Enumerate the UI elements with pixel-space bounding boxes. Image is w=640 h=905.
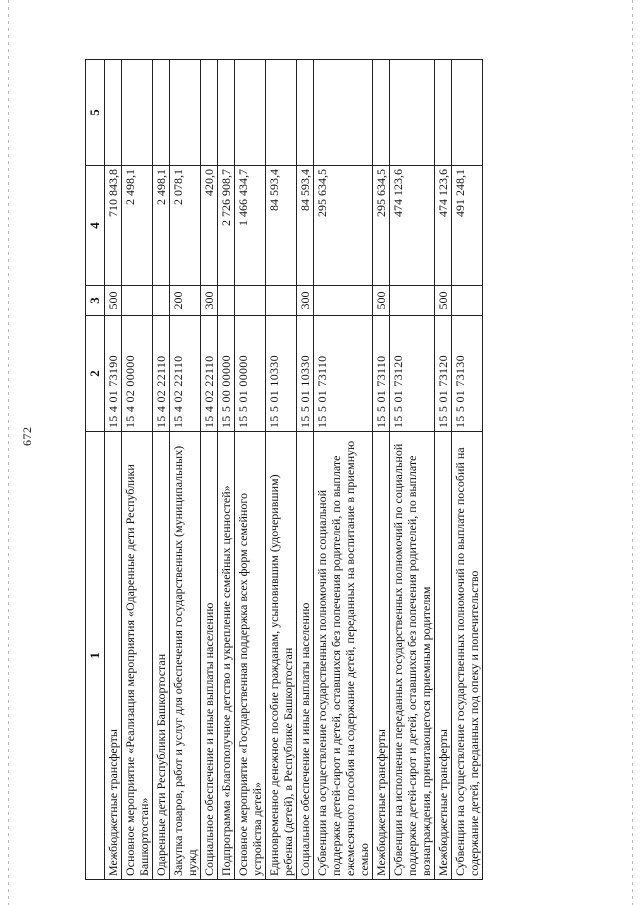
row-type-cell: 200 xyxy=(170,286,201,316)
row-extra-cell xyxy=(105,60,122,166)
table-row xyxy=(435,60,452,880)
row-name-cell: Межбюджетные трансферты xyxy=(373,432,390,880)
row-type-cell xyxy=(235,286,266,316)
table-header-row xyxy=(86,60,105,880)
row-code-cell: 15 5 01 73110 xyxy=(373,316,390,432)
row-type-cell: 500 xyxy=(105,286,122,316)
row-name-cell: Субвенции на осуществление государственных полномочий по социальной поддержке детей-сирот и детей, оставшихся без попечения родителей, по выплате ежемесячного пособия на содержание детей, переданных на воспитание в приемную семью xyxy=(314,432,373,880)
row-name-cell: Межбюджетные трансферты xyxy=(105,432,122,880)
row-extra-cell xyxy=(373,60,390,166)
header-col-4: 4 xyxy=(86,166,105,286)
row-name-cell: Субвенции на осуществление государственных полномочий по выплате пособий на содержание детей, переданных под опеку и попечительство xyxy=(452,432,483,880)
row-amount-cell: 2 078,1 xyxy=(170,166,201,286)
row-extra-cell xyxy=(297,60,314,166)
row-type-cell xyxy=(122,286,153,316)
row-type-cell xyxy=(266,286,297,316)
row-extra-cell xyxy=(235,60,266,166)
row-extra-cell xyxy=(314,60,373,166)
row-amount-cell: 420,0 xyxy=(201,166,218,286)
row-extra-cell xyxy=(452,60,483,166)
header-col-1: 1 xyxy=(86,432,105,880)
rotated-table-container xyxy=(85,60,483,880)
row-extra-cell xyxy=(218,60,235,166)
row-extra-cell xyxy=(266,60,297,166)
row-type-cell xyxy=(314,286,373,316)
row-extra-cell xyxy=(201,60,218,166)
scan-edge-right xyxy=(632,0,633,905)
row-name-cell: Подпрограмма «Благополучное детство и укрепление семейных ценностей» xyxy=(218,432,235,880)
row-amount-cell: 2 498,1 xyxy=(122,166,153,286)
row-type-cell: 300 xyxy=(201,286,218,316)
row-extra-cell xyxy=(170,60,201,166)
row-amount-cell: 474 123,6 xyxy=(435,166,452,286)
row-name-cell: Одаренные дети Республики Башкортостан xyxy=(153,432,170,880)
row-type-cell xyxy=(153,286,170,316)
row-amount-cell: 84 593,4 xyxy=(266,166,297,286)
table-row xyxy=(153,60,170,880)
row-amount-cell: 295 634,5 xyxy=(314,166,373,286)
header-col-3: 3 xyxy=(86,286,105,316)
row-code-cell: 15 4 02 22110 xyxy=(153,316,170,432)
row-code-cell: 15 5 00 00000 xyxy=(218,316,235,432)
row-amount-cell: 84 593,4 xyxy=(297,166,314,286)
table-row xyxy=(201,60,218,880)
row-amount-cell: 2 726 908,7 xyxy=(218,166,235,286)
row-code-cell: 15 4 02 00000 xyxy=(122,316,153,432)
row-type-cell xyxy=(390,286,435,316)
row-amount-cell: 295 634,5 xyxy=(373,166,390,286)
row-code-cell: 15 5 01 73110 xyxy=(314,316,373,432)
table-row xyxy=(105,60,122,880)
row-code-cell: 15 5 01 73120 xyxy=(435,316,452,432)
row-extra-cell xyxy=(435,60,452,166)
table-row xyxy=(373,60,390,880)
row-extra-cell xyxy=(122,60,153,166)
row-name-cell: Субвенции на исполнение переданных государственных полномочий по социальной поддержке детей-сирот и детей, оставшихся без попечения родителей, по выплате вознаграждения, причитающегося приемным родителям xyxy=(390,432,435,880)
table-row xyxy=(266,60,297,880)
page-number: 672 xyxy=(20,426,34,446)
row-code-cell: 15 4 02 22110 xyxy=(170,316,201,432)
row-amount-cell: 710 843,8 xyxy=(105,166,122,286)
row-name-cell: Основное мероприятие «Государственная поддержка всех форм семейного устройства детей» xyxy=(235,432,266,880)
row-amount-cell: 474 123,6 xyxy=(390,166,435,286)
row-code-cell: 15 5 01 10330 xyxy=(297,316,314,432)
row-amount-cell: 1 466 434,7 xyxy=(235,166,266,286)
row-name-cell: Единовременное денежное пособие гражданам, усыновившим (удочерившим) ребенка (детей), в Республике Башкортостан xyxy=(266,432,297,880)
table-row xyxy=(235,60,266,880)
row-type-cell: 500 xyxy=(373,286,390,316)
row-code-cell: 15 5 01 73130 xyxy=(452,316,483,432)
table-body xyxy=(86,60,483,880)
row-type-cell: 300 xyxy=(297,286,314,316)
row-name-cell: Закупка товаров, работ и услуг для обеспечения государственных (муниципальных) нужд xyxy=(170,432,201,880)
table-row xyxy=(452,60,483,880)
row-code-cell: 15 5 01 73120 xyxy=(390,316,435,432)
row-code-cell: 15 4 01 73190 xyxy=(105,316,122,432)
header-col-5: 5 xyxy=(86,60,105,166)
row-type-cell: 500 xyxy=(435,286,452,316)
row-type-cell xyxy=(218,286,235,316)
table-row xyxy=(218,60,235,880)
header-col-2: 2 xyxy=(86,316,105,432)
row-type-cell xyxy=(452,286,483,316)
row-name-cell: Социальное обеспечение и иные выплаты населению xyxy=(297,432,314,880)
row-extra-cell xyxy=(153,60,170,166)
row-name-cell: Межбюджетные трансферты xyxy=(435,432,452,880)
table-row xyxy=(122,60,153,880)
row-amount-cell: 491 248,1 xyxy=(452,166,483,286)
row-extra-cell xyxy=(390,60,435,166)
row-amount-cell: 2 498,1 xyxy=(153,166,170,286)
table-row xyxy=(390,60,435,880)
row-name-cell: Основное мероприятие «Реализация мероприятия «Одаренные дети Республики Башкортостан» xyxy=(122,432,153,880)
row-code-cell: 15 5 01 00000 xyxy=(235,316,266,432)
scan-edge-left xyxy=(8,0,9,905)
table-row xyxy=(314,60,373,880)
table-row xyxy=(170,60,201,880)
row-code-cell: 15 5 01 10330 xyxy=(266,316,297,432)
row-name-cell: Социальное обеспечение и иные выплаты населению xyxy=(201,432,218,880)
row-code-cell: 15 4 02 22110 xyxy=(201,316,218,432)
table-row xyxy=(297,60,314,880)
budget-table xyxy=(85,59,483,880)
